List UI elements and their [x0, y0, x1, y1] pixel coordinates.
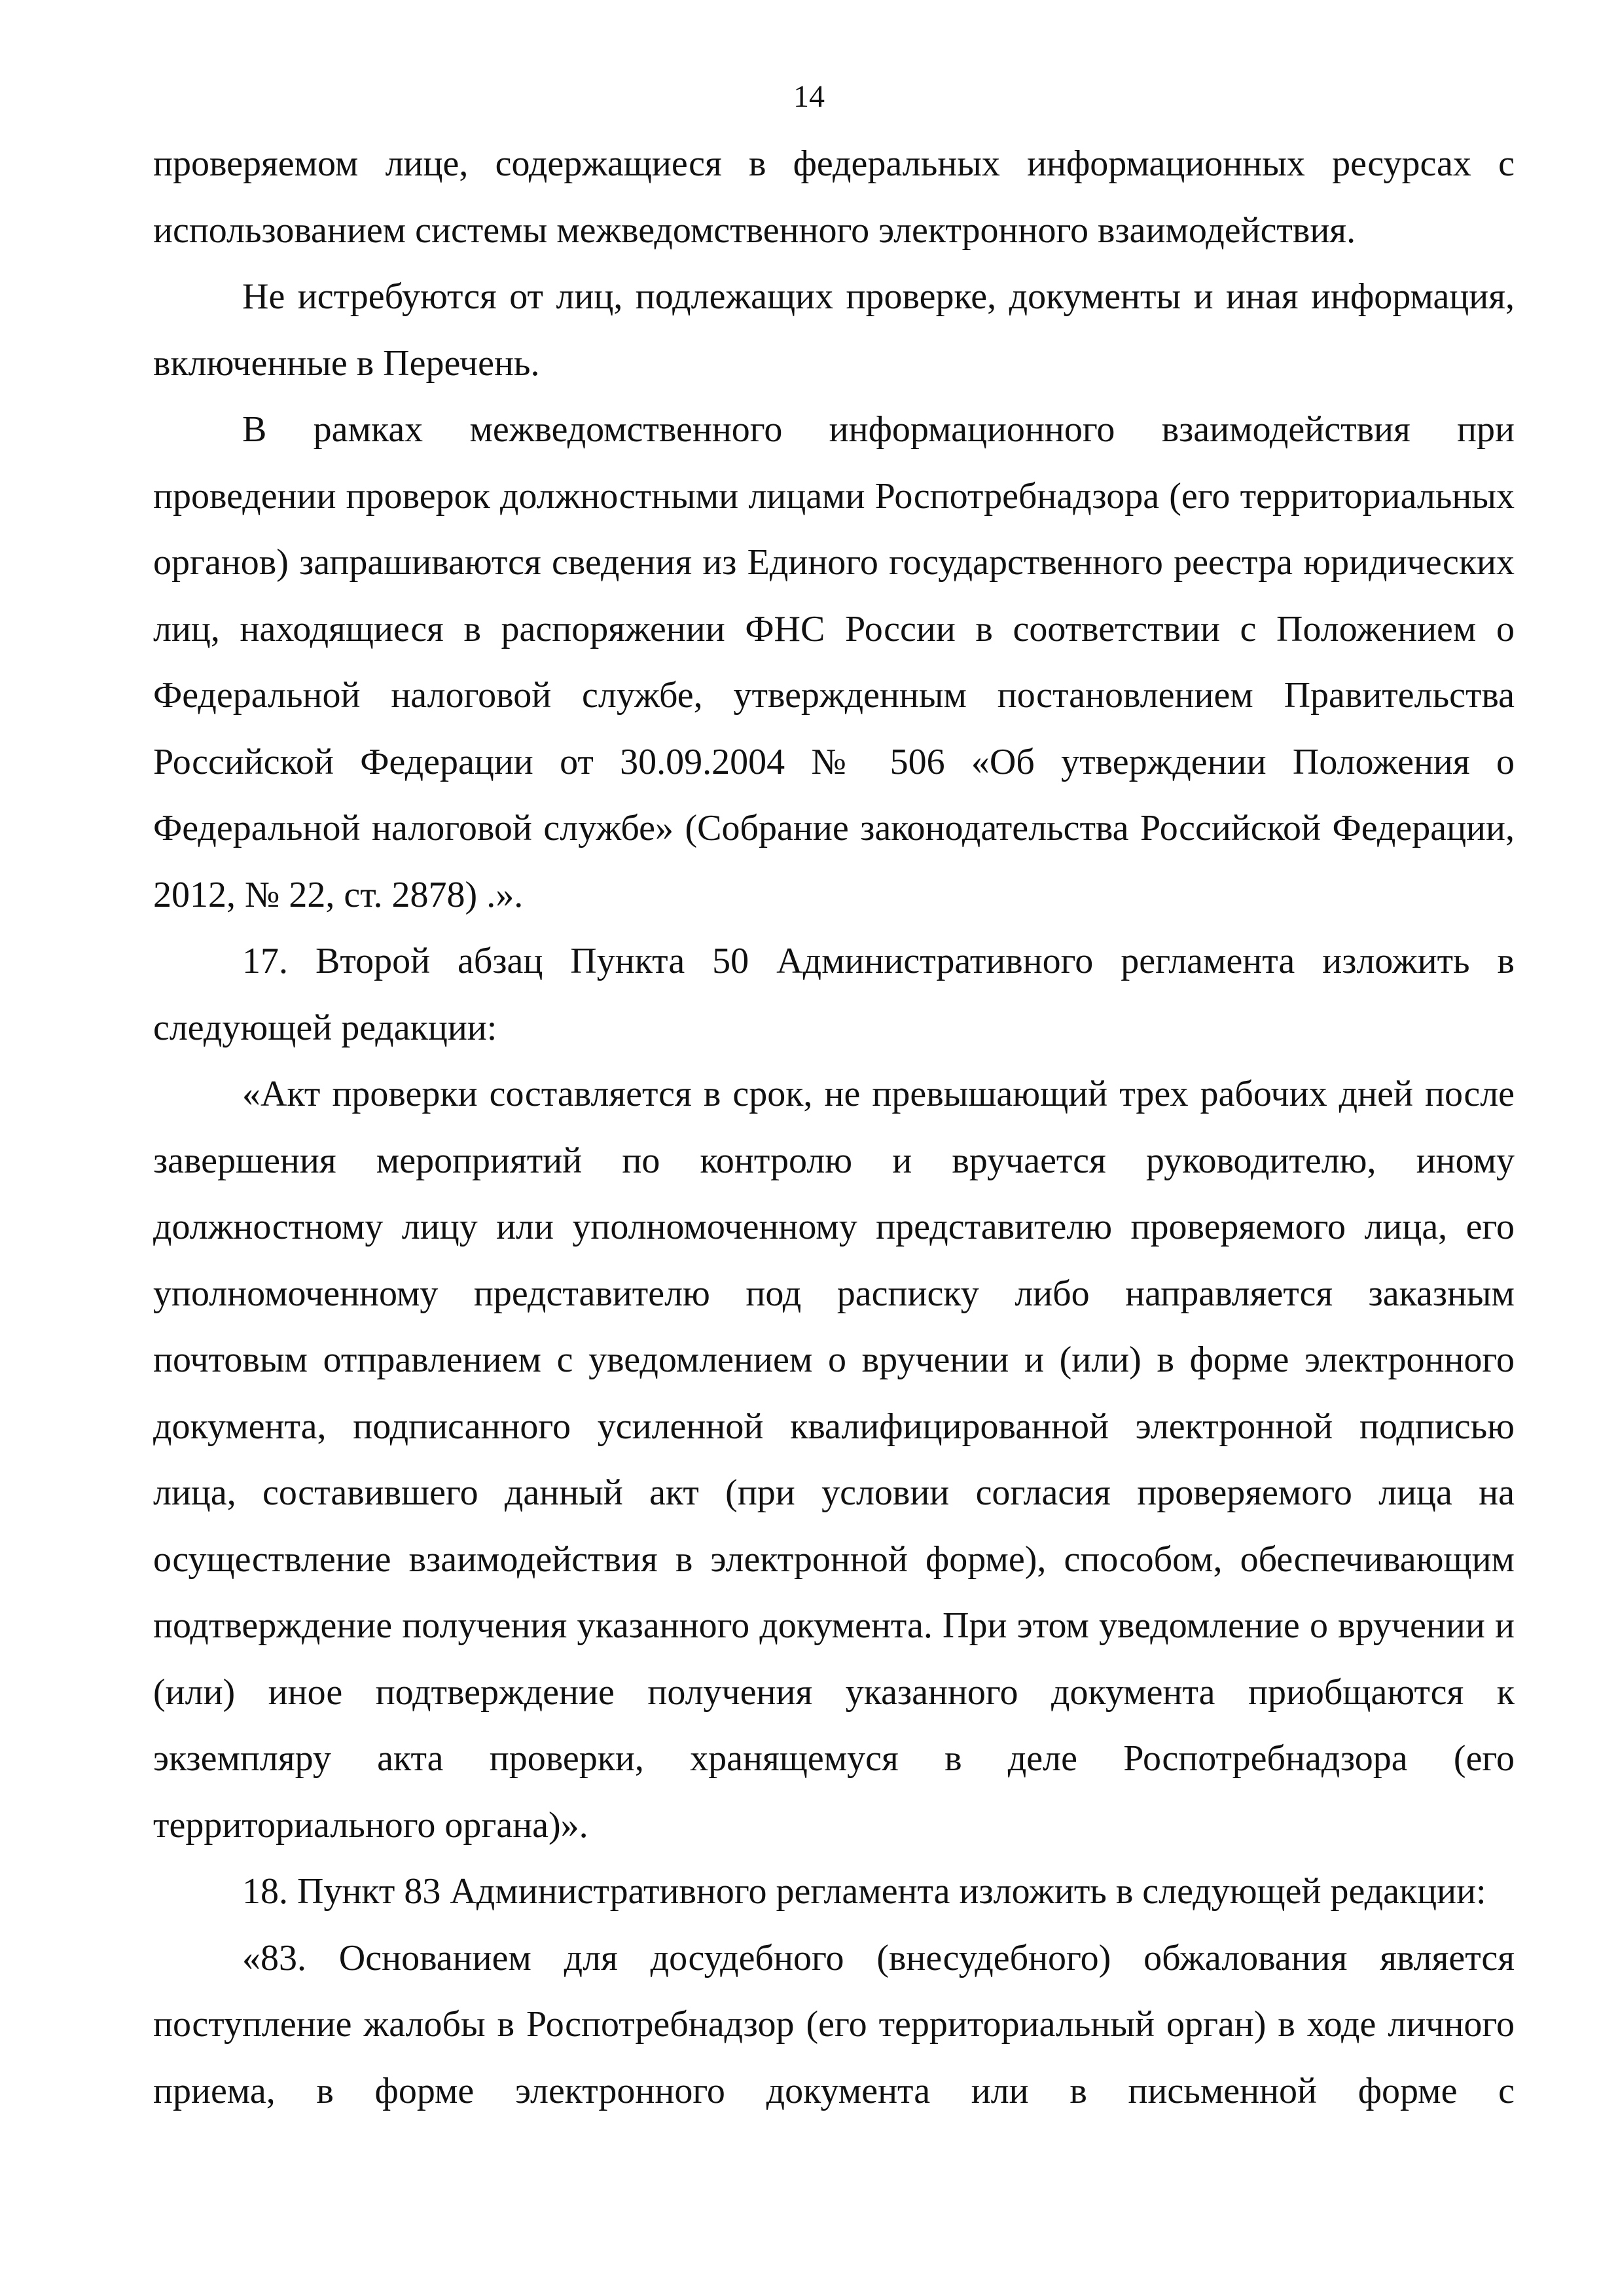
paragraph-inspection-act-quote: «Акт проверки составляется в срок, не превышающий трех рабочих дней после завершения мероприятий по контролю и вручается руководителю, иному должностному лицу или уполномоченному представителю проверяемого лица, его уполномоченному представителю под расписку либо направляется заказным почтовым отправлением с уведомлением о вручении и (или) в форме электронного документа, подписанного усиленной квалифицированной электронной подписью лица, составившего данный акт (при условии согласия проверяемого лица на осуществление взаимодействия в электронной форме), способом, обеспечивающим подтверждение получения указанного документа. При этом уведомление о вручении и (или) иное подтверждение получения указанного документа приобщаются к экземпляру акта проверки, хранящемуся в деле Роспотребнадзора (его территориального органа)». — [153, 1074, 1515, 1846]
document-body — [153, 131, 1515, 2124]
paragraph-item-18: 18. Пункт 83 Административного регламента изложить в следующей редакции: — [242, 1871, 1486, 1912]
paragraph-not-required-documents: Не истребуются от лиц, подлежащих проверке, документы и иная информация, включенные в Перечень. — [153, 276, 1515, 384]
page-number: 14 — [793, 79, 825, 114]
paragraph-item-83-quote: «83. Основанием для досудебного (внесудебного) обжалования является поступление жалобы в Роспотребнадзор (его территориальный орган) в ходе личного приема, в форме электронного документа или в письменной форме с — [153, 1937, 1515, 2111]
paragraph-interagency-interaction: В рамках межведомственного информационного взаимодействия при проведении проверок должностными лицами Роспотребнадзора (его территориальных органов) запрашиваются сведения из Единого государственного реестра юридических лиц, находящиеся в распоряжении ФНС России в соответствии с Положением о Федеральной налоговой службе, утвержденным постановлением Правительства Российской Федерации от 30.09.2004 № 506 «Об утверждении Положения о Федеральной налоговой службе» (Собрание законодательства Российской Федерации, 2012, № 22, ст. 2878) .». — [153, 409, 1515, 915]
paragraph-item-17: 17. Второй абзац Пункта 50 Административного регламента изложить в следующей редакции: — [153, 941, 1515, 1048]
paragraph-continuation: проверяемом лице, содержащиеся в федеральных информационных ресурсах с использованием системы межведомственного электронного взаимодействия. — [153, 143, 1515, 251]
